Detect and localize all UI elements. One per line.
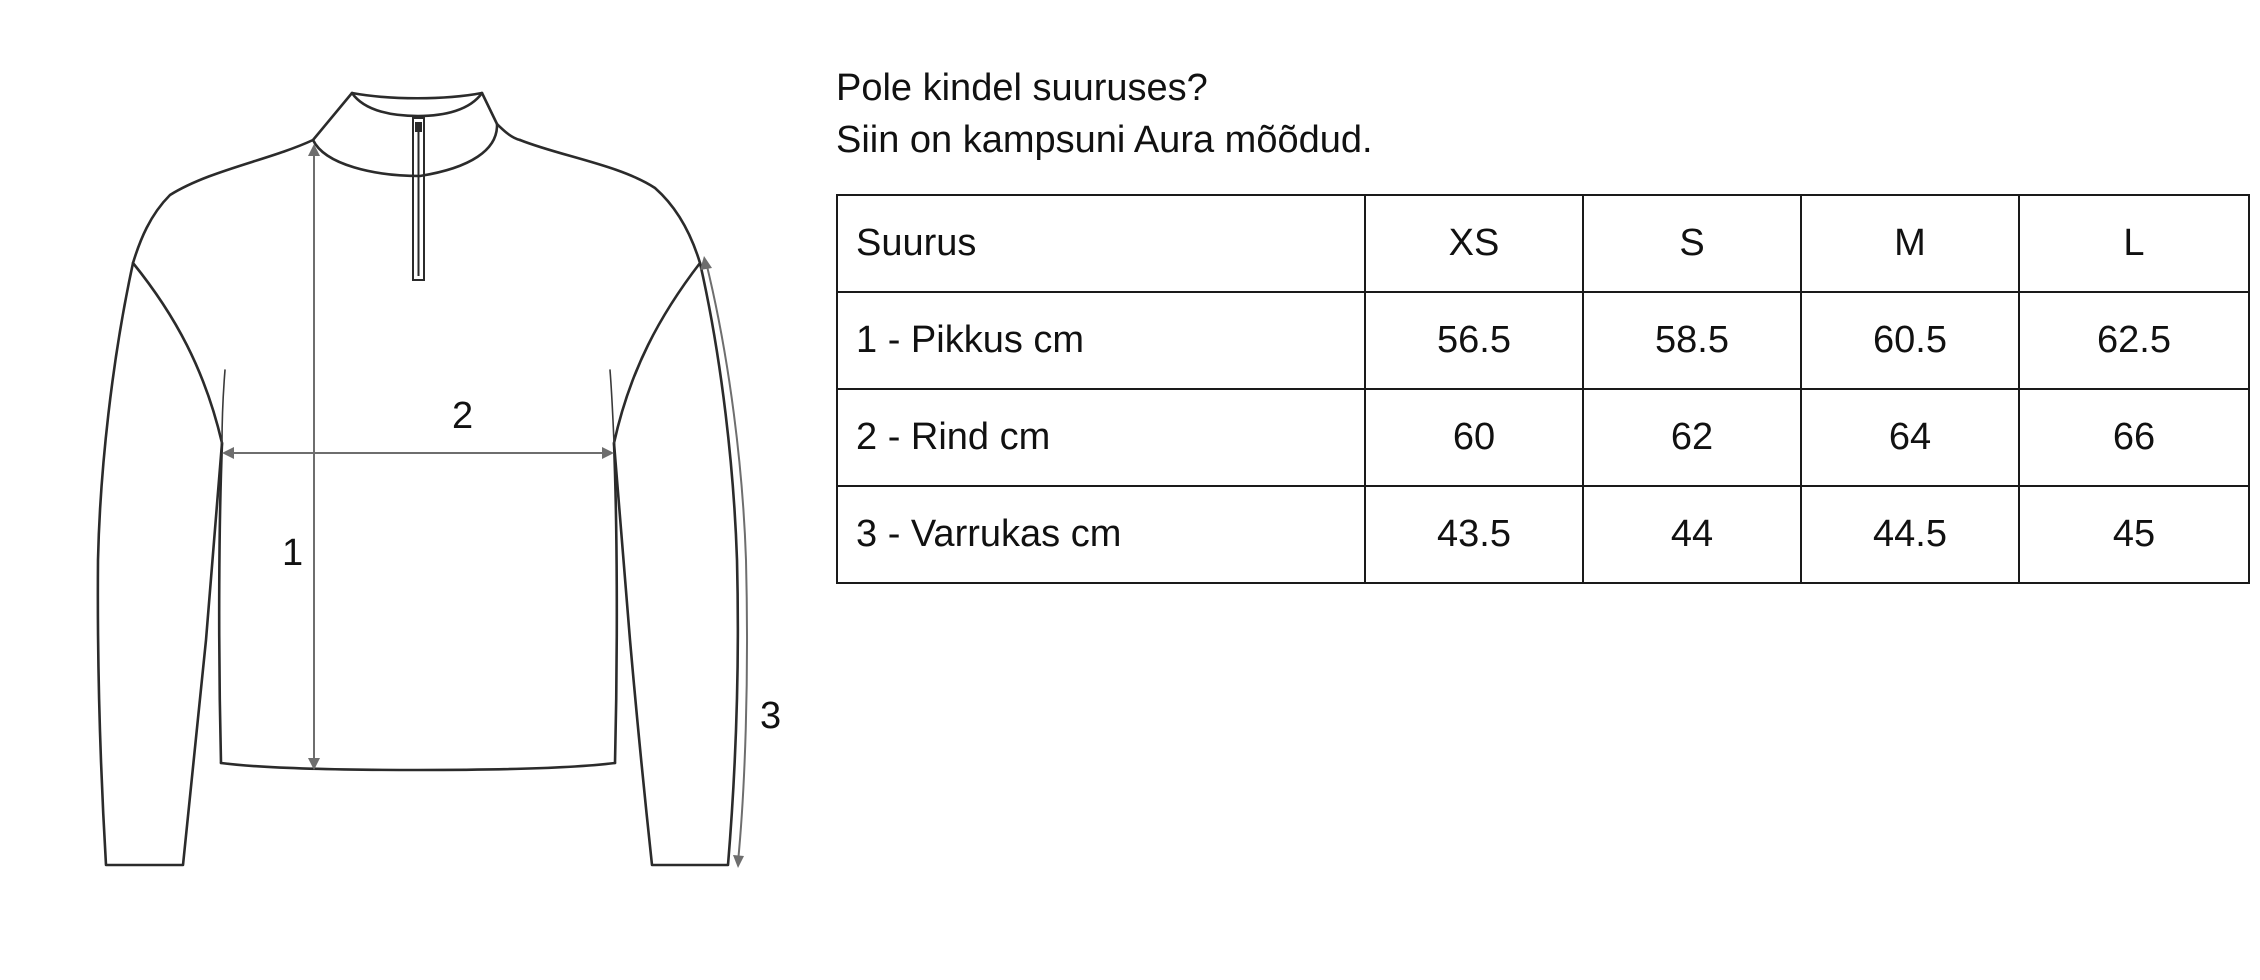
table-row-chest [837,389,2249,486]
header-size-l: L [2019,195,2249,292]
right-armhole-seam [610,370,614,443]
sleeve-arrow-top [700,256,712,270]
header-size-s: S [1583,195,1801,292]
sweater-diagram [0,0,820,980]
right-collar-join [497,124,520,140]
table-cell: 45 [2019,486,2249,583]
table-cell: 62.5 [2019,292,2249,389]
table-cell: 44 [1583,486,1801,583]
left-sleeve [98,263,222,865]
row-label: 3 - Varrukas cm [837,486,1365,583]
table-cell: 60 [1365,389,1583,486]
table-cell: 56.5 [1365,292,1583,389]
length-label: 1 [282,532,304,574]
intro-description: Siin on kampsuni Aura mõõdud. [836,119,1373,161]
left-shoulder [133,140,313,263]
header-size-xs: XS [1365,195,1583,292]
table-row-length [837,292,2249,389]
sleeve-measure-line [706,262,747,862]
table-cell: 62 [1583,389,1801,486]
table-cell: 60.5 [1801,292,2019,389]
intro-question: Pole kindel suuruses? [836,67,1208,109]
table-cell: 66 [2019,389,2249,486]
table-header-row [837,195,2249,292]
sleeve-arrow-bottom [733,855,744,868]
right-shoulder [520,140,700,263]
table-cell: 64 [1801,389,2019,486]
header-size-m: M [1801,195,2019,292]
table-cell: 44.5 [1801,486,2019,583]
row-label: 1 - Pikkus cm [837,292,1365,389]
left-armhole-seam [222,370,225,443]
zipper-pull [415,122,422,132]
intro-text [836,62,2236,166]
table-cell: 43.5 [1365,486,1583,583]
table-cell: 58.5 [1583,292,1801,389]
header-size-label: Suurus [837,195,1365,292]
table-row-sleeve [837,486,2249,583]
size-chart-table [836,194,2250,584]
chest-arrow-left [222,447,234,459]
chest-arrow-right [602,447,614,459]
size-info [836,62,2236,584]
body-left-side [219,443,222,763]
right-sleeve [614,263,738,865]
chest-label: 2 [452,395,474,437]
body-hem [221,763,615,770]
row-label: 2 - Rind cm [837,389,1365,486]
sleeve-label: 3 [760,695,782,737]
body-right-side [614,443,617,763]
sweater-illustration [0,0,820,980]
